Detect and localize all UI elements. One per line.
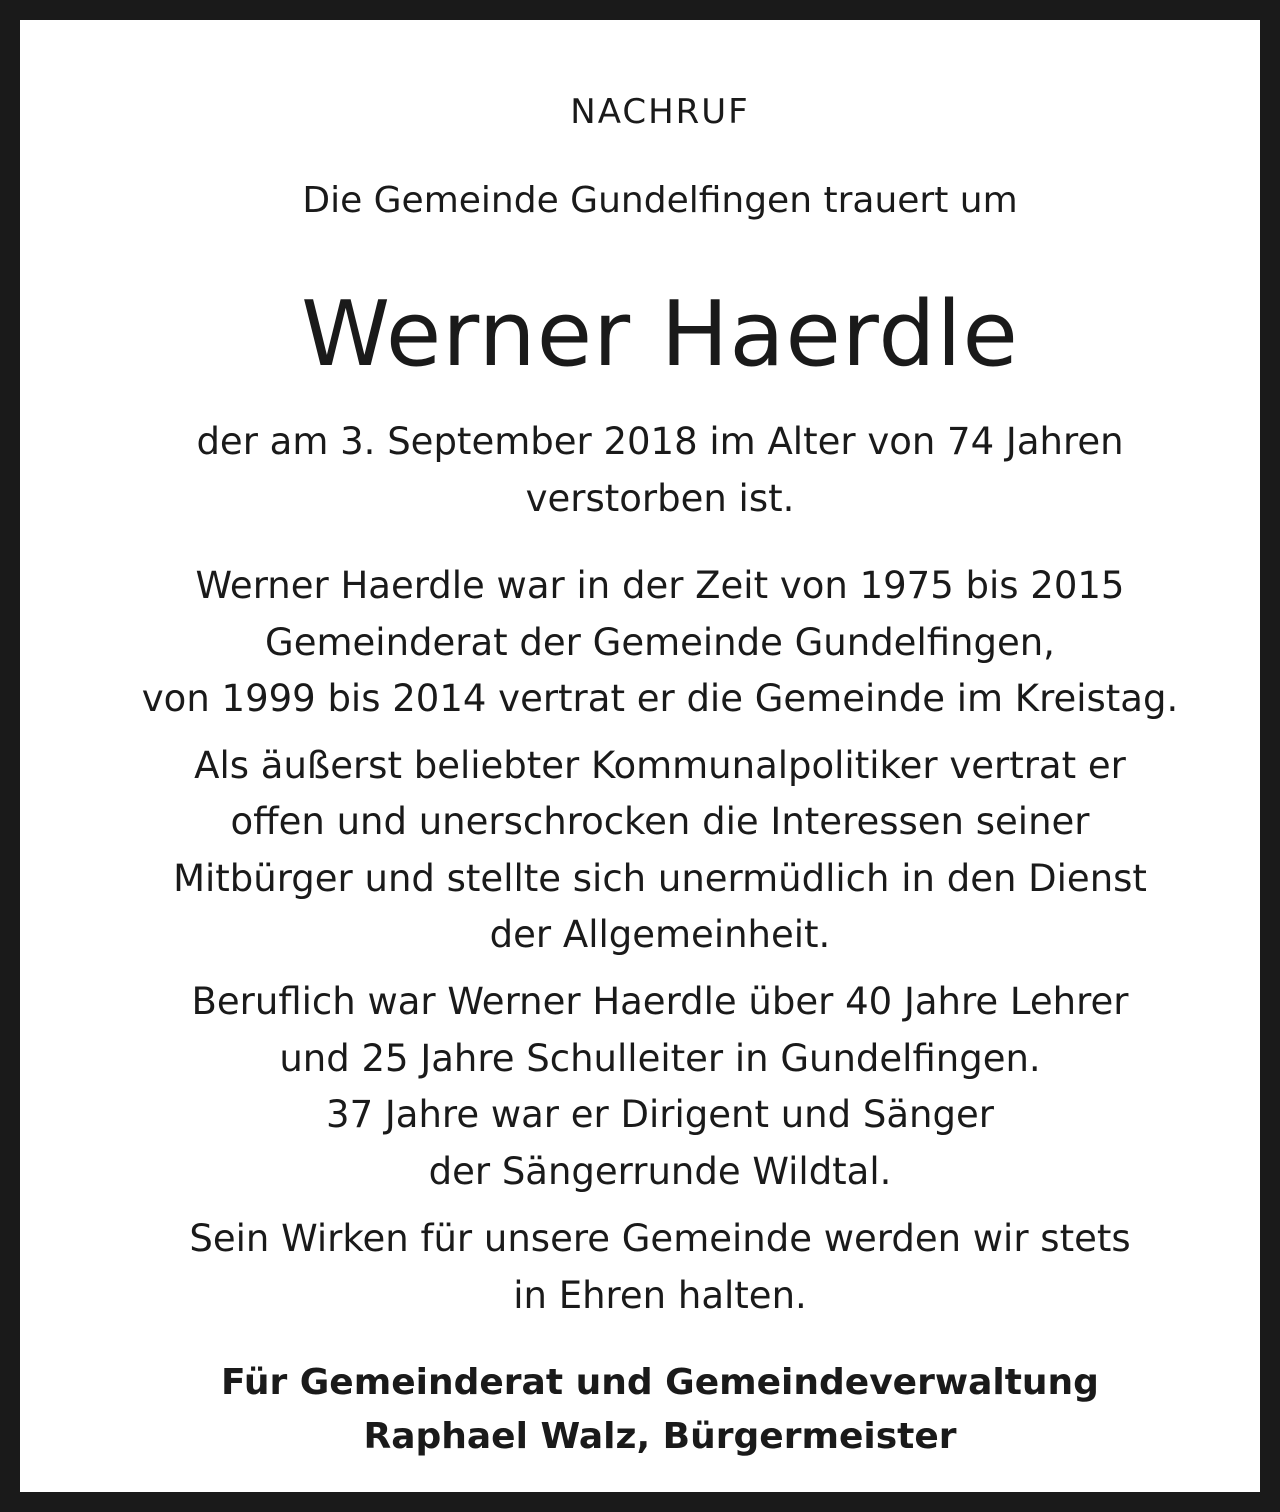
politics-line: offen und unerschrocken die Interessen seiner (230, 800, 1090, 843)
career-line: 37 Jahre war er Dirigent und Sänger (326, 1093, 994, 1136)
death-line: der am 3. September 2018 im Alter von 74 Jahren (196, 420, 1124, 463)
signature-line: Für Gemeinderat und Gemeindeverwaltung (221, 1362, 1099, 1403)
politics-line: der Allgemeinheit. (489, 913, 831, 956)
career-line: der Sängerrunde Wildtal. (428, 1150, 892, 1193)
death-line: verstorben ist. (525, 477, 795, 520)
deceased-name: Werner Haerdle (301, 282, 1019, 387)
signature-line: Raphael Walz, Bürgermeister (363, 1416, 957, 1457)
notice-content (40, 40, 1280, 1512)
career-line: Beruflich war Werner Haerdle über 40 Jahre Lehrer (191, 980, 1129, 1023)
council-line: von 1999 bis 2014 vertrat er die Gemeinde im Kreistag. (141, 677, 1179, 720)
politics-line: Mitbürger und stellte sich unermüdlich in den Dienst (173, 857, 1147, 900)
career-line: und 25 Jahre Schulleiter in Gundelfingen. (279, 1037, 1041, 1080)
council-line: Gemeinderat der Gemeinde Gundelfingen, (265, 621, 1055, 664)
politics-line: Als äußerst beliebter Kommunalpolitiker vertrat er (194, 744, 1126, 787)
notice-heading: NACHRUF (570, 92, 750, 132)
tribute-line: Sein Wirken für unsere Gemeinde werden wir stets (189, 1217, 1131, 1260)
intro-text: Die Gemeinde Gundelfingen trauert um (302, 180, 1018, 221)
council-line: Werner Haerdle war in der Zeit von 1975 bis 2015 (195, 564, 1125, 607)
tribute-line: in Ehren halten. (513, 1274, 807, 1317)
